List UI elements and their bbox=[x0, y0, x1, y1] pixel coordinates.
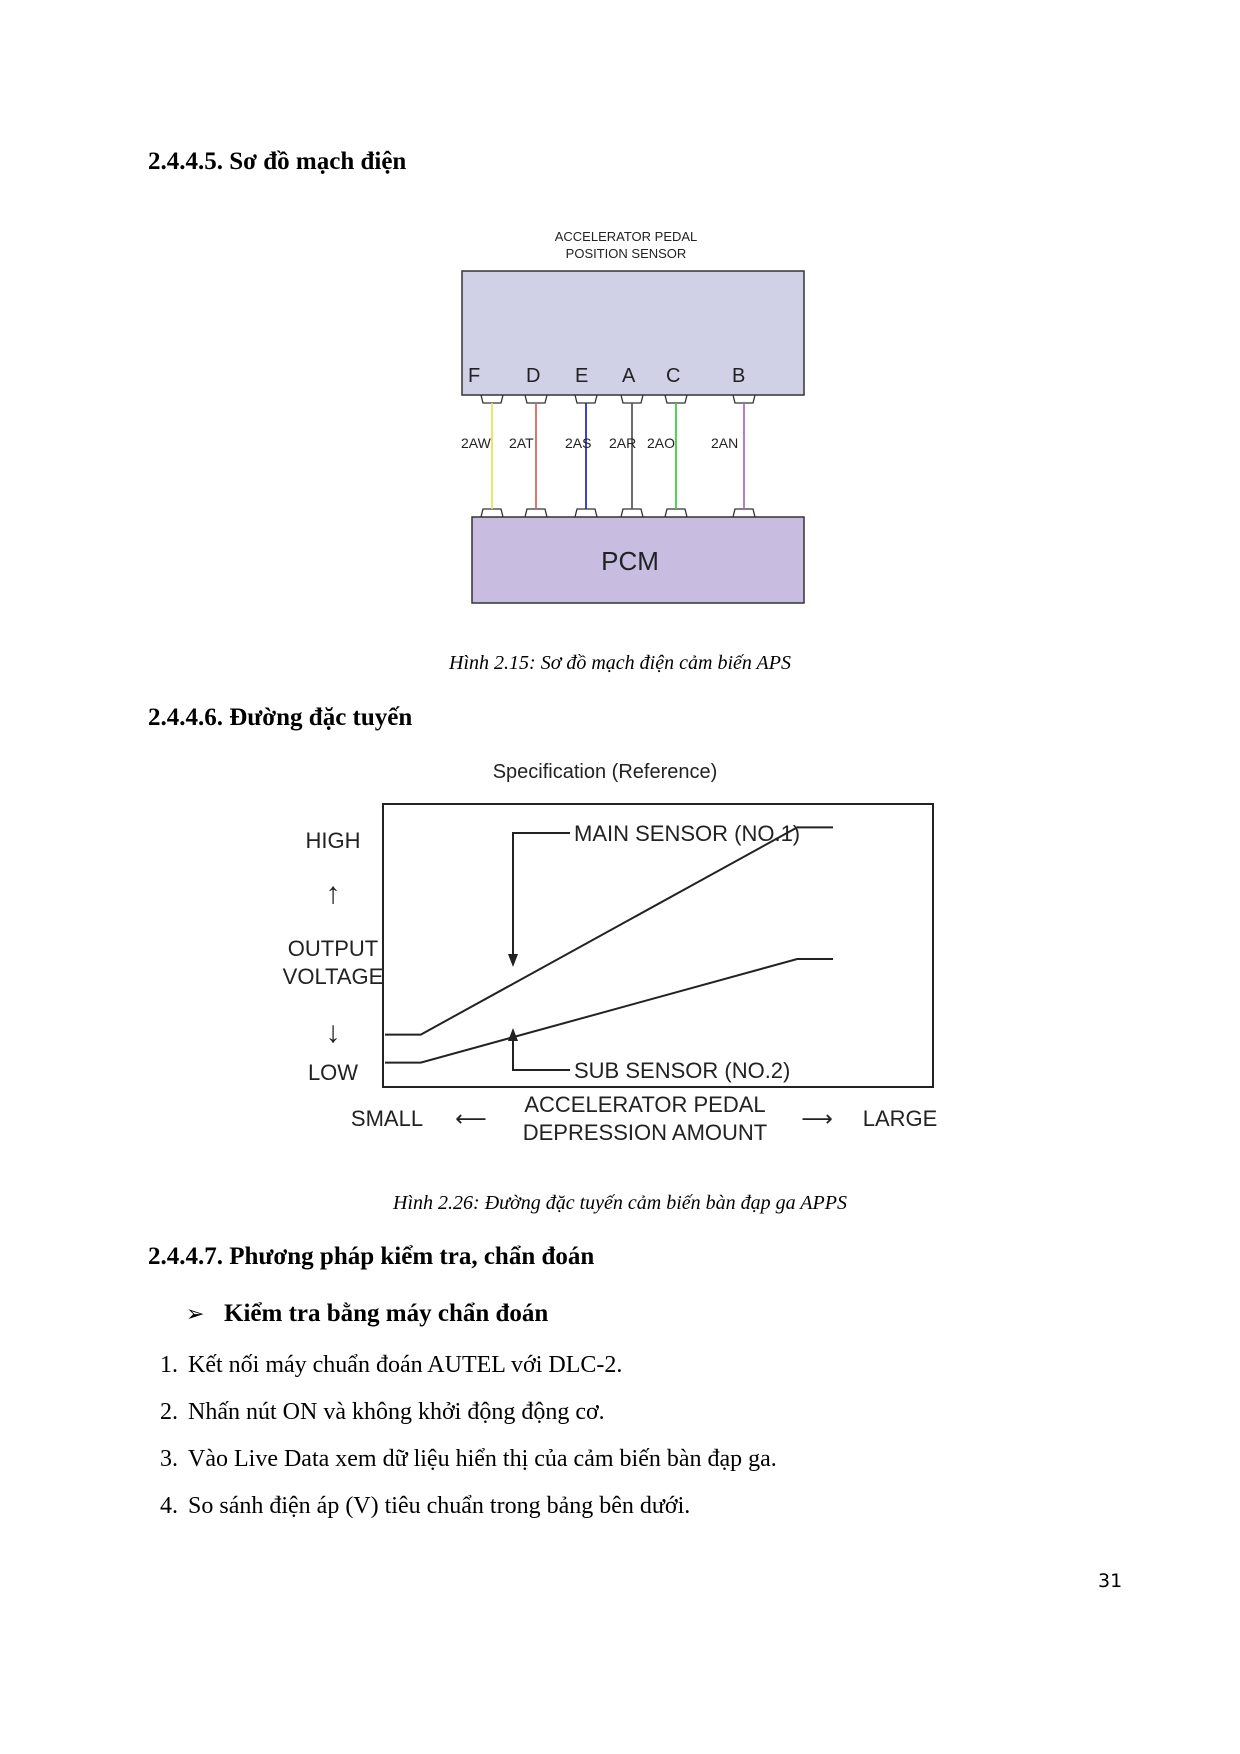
pin-label: B bbox=[732, 365, 746, 387]
step-number: 2. bbox=[160, 1399, 178, 1425]
x-label-line2: DEPRESSION AMOUNT bbox=[522, 1120, 768, 1145]
figure-caption-circuit: Hình 2.15: Sơ đồ mạch điện cảm biến APS bbox=[449, 652, 791, 674]
terminal-label: 2AS bbox=[565, 435, 592, 451]
page-number: 31 bbox=[1098, 1570, 1123, 1592]
pcm-connector-pin bbox=[525, 509, 547, 517]
terminal-label: 2AR bbox=[609, 435, 637, 451]
pcm-connector-pin bbox=[621, 509, 643, 517]
sub-heading-diagnostic-tool bbox=[186, 1300, 548, 1328]
sub-sensor-callout bbox=[513, 1031, 570, 1070]
y-label-low: LOW bbox=[307, 1060, 359, 1085]
terminal-label: 2AN bbox=[711, 435, 739, 451]
sensor-connector-pin bbox=[621, 395, 643, 403]
list-item bbox=[160, 1483, 777, 1530]
plot-frame bbox=[383, 804, 933, 1087]
chart-title: Specification (Reference) bbox=[492, 761, 718, 783]
sensor-connector-pin bbox=[733, 395, 755, 403]
step-text: Vào Live Data xem dữ liệu hiển thị của cảm biến bàn đạp ga. bbox=[188, 1446, 777, 1472]
section-heading-diagnosis: 2.4.4.7. Phương pháp kiểm tra, chẩn đoán bbox=[148, 1243, 595, 1270]
sensor-connector-pin bbox=[575, 395, 597, 403]
step-text: So sánh điện áp (V) tiêu chuẩn trong bảng bên dưới. bbox=[188, 1493, 691, 1519]
terminal-label: 2AO bbox=[647, 435, 676, 451]
step-number: 1. bbox=[160, 1352, 178, 1378]
chart-series bbox=[385, 827, 833, 1062]
main-sensor-label: MAIN SENSOR (NO.1) bbox=[574, 821, 801, 846]
main-sensor-line bbox=[385, 827, 833, 1034]
sensor-connector-pin bbox=[481, 395, 503, 403]
pcm-label: PCM bbox=[601, 546, 659, 576]
terminal-label: 2AW bbox=[461, 435, 491, 451]
y-up-arrow: ↑ bbox=[325, 877, 341, 910]
apps-characteristic-chart bbox=[275, 755, 955, 1155]
sensor-label-line2: POSITION SENSOR bbox=[565, 246, 687, 261]
sensor-connector-pin bbox=[665, 395, 687, 403]
aps-circuit-diagram bbox=[440, 225, 820, 615]
pin-label: A bbox=[622, 365, 636, 387]
diagnostic-steps-list bbox=[160, 1342, 777, 1530]
x-label-small: SMALL bbox=[350, 1106, 424, 1131]
pcm-connector-pin bbox=[665, 509, 687, 517]
x-label-large: LARGE bbox=[862, 1106, 938, 1131]
list-item bbox=[160, 1389, 777, 1436]
section-heading-circuit: 2.4.4.5. Sơ đồ mạch điện bbox=[148, 148, 407, 175]
x-left-arrow: ⟵ bbox=[455, 1106, 487, 1131]
main-sensor-callout bbox=[513, 833, 570, 964]
sub-sensor-callout-arrowhead bbox=[508, 1028, 518, 1041]
pin-label: D bbox=[526, 365, 541, 387]
figure-caption-chart: Hình 2.26: Đường đặc tuyến cảm biến bàn đạp ga APPS bbox=[393, 1192, 847, 1214]
y-label-line2: VOLTAGE bbox=[282, 964, 384, 989]
pin-label: E bbox=[575, 365, 589, 387]
main-sensor-callout-arrowhead bbox=[508, 954, 518, 967]
pin-label: C bbox=[666, 365, 681, 387]
pcm-connector-pin bbox=[733, 509, 755, 517]
pcm-connector-pin bbox=[575, 509, 597, 517]
pcm-connector-pin bbox=[481, 509, 503, 517]
y-down-arrow: ↓ bbox=[325, 1016, 341, 1049]
sensor-label-line1: ACCELERATOR PEDAL bbox=[554, 229, 698, 244]
step-text: Kết nối máy chuẩn đoán AUTEL với DLC-2. bbox=[188, 1352, 623, 1378]
y-label-high: HIGH bbox=[305, 828, 361, 853]
step-text: Nhấn nút ON và không khởi động động cơ. bbox=[188, 1399, 605, 1425]
section-heading-characteristic: 2.4.4.6. Đường đặc tuyến bbox=[148, 704, 413, 731]
arrow-bullet-icon: ➢ bbox=[186, 1302, 205, 1327]
sub-sensor-label: SUB SENSOR (NO.2) bbox=[574, 1058, 791, 1083]
step-number: 4. bbox=[160, 1493, 178, 1519]
sensor-connector-pin bbox=[525, 395, 547, 403]
terminal-label: 2AT bbox=[509, 435, 534, 451]
y-label-line1: OUTPUT bbox=[287, 936, 379, 961]
sub-sensor-line bbox=[385, 959, 833, 1063]
list-item bbox=[160, 1342, 777, 1389]
sub-heading-text: Kiểm tra bằng máy chẩn đoán bbox=[224, 1300, 549, 1327]
x-label-line1: ACCELERATOR PEDAL bbox=[524, 1092, 766, 1117]
step-number: 3. bbox=[160, 1446, 178, 1472]
x-right-arrow: ⟶ bbox=[801, 1106, 833, 1131]
list-item bbox=[160, 1436, 777, 1483]
pin-label: F bbox=[468, 365, 481, 387]
